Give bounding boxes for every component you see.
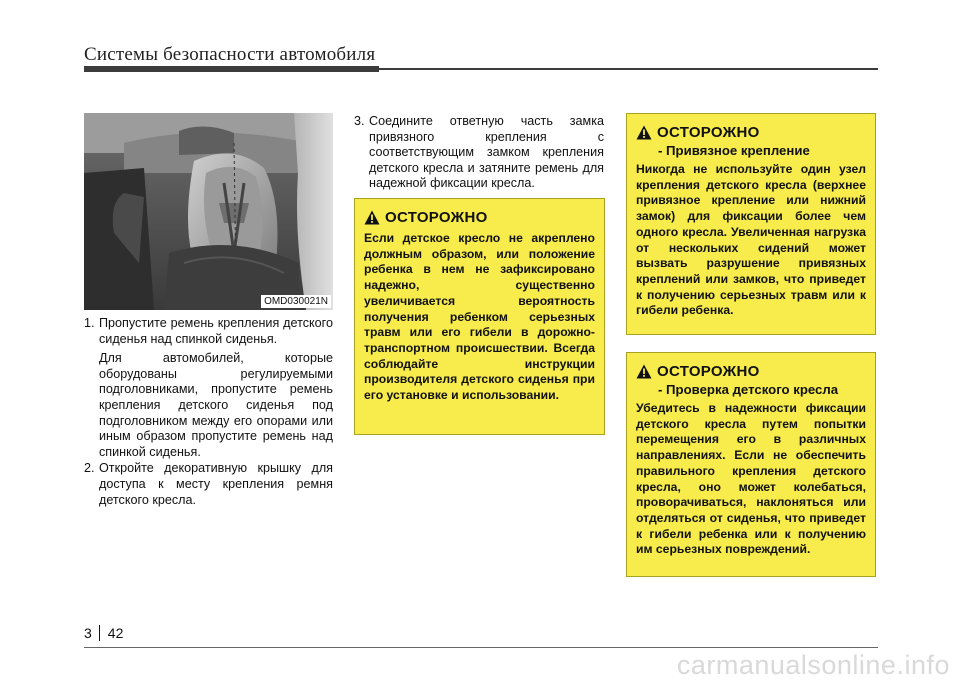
step-number: 1. (84, 316, 95, 330)
step-2 (84, 461, 333, 508)
step-1 (84, 316, 333, 347)
warning-box-general (354, 198, 605, 435)
watermark[interactable]: carmanualsonline.info (676, 650, 950, 680)
steps-column-middle (354, 114, 604, 192)
warning-triangle-icon (364, 210, 380, 225)
child-seat-photo (84, 113, 333, 310)
warning-title: ОСТОРОЖНО (657, 363, 760, 380)
warning-triangle-icon (636, 364, 652, 379)
step-text: Пропустите ремень крепления детского сиденья над спинкой сиденья. (99, 316, 333, 346)
warning-subtitle: - Привязное крепление (658, 143, 810, 158)
warning-triangle-icon (636, 125, 652, 140)
step-number: 3. (354, 114, 365, 128)
step-text: Откройте декоративную крышку для доступа к месту крепления ремня детского кресла. (99, 461, 333, 507)
footer-rule (84, 647, 878, 648)
step-number: 2. (84, 461, 95, 476)
warning-text: Убедитесь в надежности фиксации детского кресла путем попытки перемещения его в различных направлениях. Если не обеспечить правильного крепления детского кресла, оно может колебаться, проворачиваться, наклоняться или отделяться от сиденья, что приведет к гибели ребенка или к получению им серьезных повреждений. (636, 401, 866, 557)
warning-box-tether (626, 113, 876, 335)
step-3 (354, 114, 604, 192)
warning-text: Никогда не используйте один узел крепления детского кресла (верхнее привязное крепление или нижний замок) для фиксации более чем одного кресла. Увеличенная нагрузка от нескольких сидений может вызвать разрушение привязных креплений или замков, что приведет к получению серьезных травм или к гибели ребенка. (636, 162, 866, 318)
section-title: Системы безопасности автомобиля (84, 44, 376, 65)
steps-column-left (84, 316, 333, 508)
header-rule (84, 66, 878, 72)
page-number (84, 625, 123, 641)
page-number-divider (99, 625, 100, 641)
page-number-value: 42 (107, 625, 124, 641)
step-text: Соедините ответную часть замка привязного крепления с соответствующим замком крепления детского кресла и затяните ремень для надежной фиксации кресла. (369, 114, 604, 191)
warning-title: ОСТОРОЖНО (385, 209, 488, 226)
figure-caption: OMD030021N (261, 295, 331, 308)
chapter-number: 3 (84, 625, 92, 641)
warning-subtitle: - Проверка детского кресла (658, 382, 839, 397)
warning-box-check-seat (626, 352, 876, 577)
warning-title: ОСТОРОЖНО (657, 124, 760, 141)
step-1-note: Для автомобилей, которые оборудованы регулируемыми подголовниками, пропустите ремень крепления детского сиденья под подголовником между его опорами или иным образом пропустите ремень над спинкой сиденья. (99, 351, 333, 459)
warning-text: Если детское кресло не акреплено должным образом, или положение ребенка в нем не зафиксировано надежно, существенно увеличивается вероятность получения ребенком серьезных травм или его гибели в дорожно-транспортном происшествии. Всегда соблюдайте инструкции производителя детского сиденья при его установке и использовании. (364, 231, 595, 403)
